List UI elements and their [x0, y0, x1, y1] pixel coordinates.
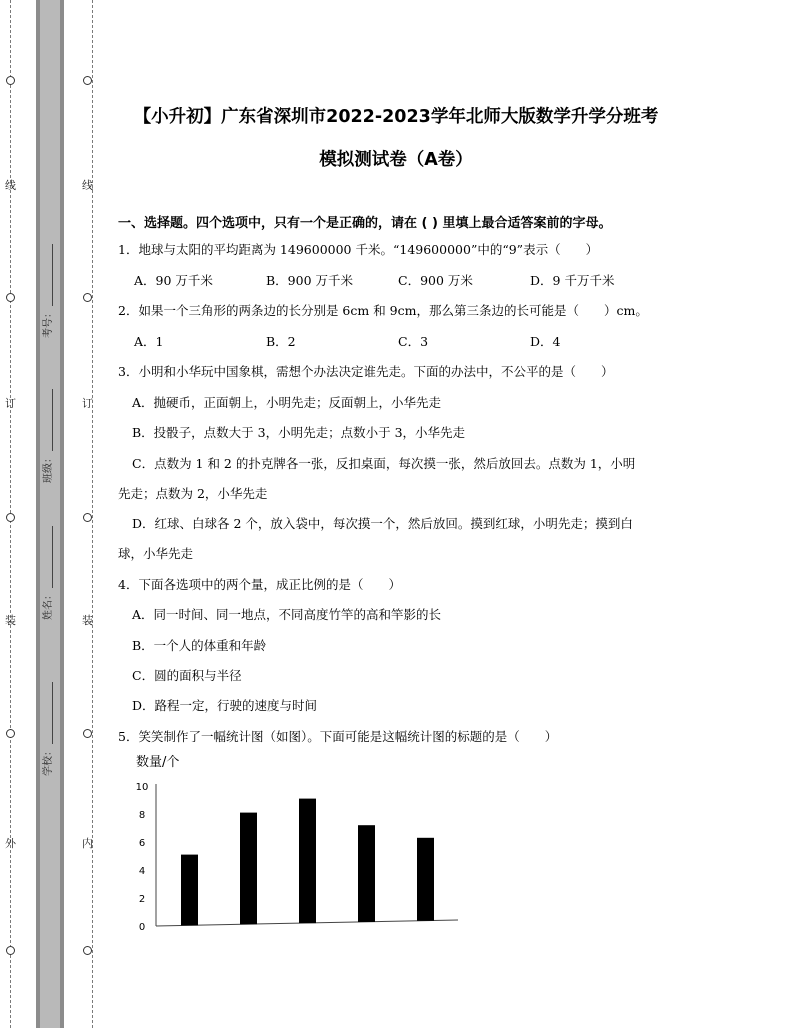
chart-y-label: 数量/个 [136, 755, 180, 770]
q3-option-b[interactable]: B．投骰子，点数大于 3，小明先走；点数小于 3，小华先走 [132, 425, 466, 440]
q1-option-c[interactable]: C．900 万米 [398, 273, 473, 288]
binding-hole [6, 729, 15, 738]
binding-char-wai: 外 [5, 837, 16, 850]
chart-bar [358, 825, 375, 922]
question-4-stem: 4．下面各选项中的两个量，成正比例的是（ ） [118, 577, 401, 592]
section-heading: 一、选择题。四个选项中，只有一个是正确的，请在 ( ) 里填上最合适答案前的字母。 [118, 216, 612, 231]
q4-option-b[interactable]: B．一个人的体重和年龄 [132, 638, 267, 653]
question-3-stem: 3．小明和小华玩中国象棋，需想个办法决定谁先走。下面的办法中，不公平的是（ ） [118, 364, 614, 379]
class-field[interactable]: 班级： [44, 389, 54, 483]
binding-hole [6, 76, 15, 85]
binding-hole [83, 293, 92, 302]
school-field[interactable]: 学校： [44, 682, 54, 776]
q2-option-d[interactable]: D．4 [530, 334, 561, 349]
binding-char-zhuang: 装 [82, 614, 93, 627]
binding-hole [83, 76, 92, 85]
q3-option-d-cont: 球，小华先走 [118, 546, 194, 561]
q1-option-a[interactable]: A．90 万千米 [134, 273, 213, 288]
q3-option-c-cont: 先走；点数为 2，小华先走 [118, 486, 268, 501]
chart-bar [417, 838, 434, 921]
q4-option-d[interactable]: D．路程一定，行驶的速度与时间 [132, 698, 318, 713]
inner-dashed-line [92, 0, 93, 1028]
q1-option-d[interactable]: D．9 千万千米 [530, 273, 615, 288]
chart-y-tick-label: 0 [138, 922, 146, 933]
chart-bar [299, 799, 316, 924]
binding-hole [6, 293, 15, 302]
binding-char-ding: 订 [82, 397, 93, 410]
binding-char-xian: 线 [82, 179, 93, 192]
q1-option-b[interactable]: B．900 万千米 [266, 273, 354, 288]
binding-hole [83, 946, 92, 955]
bar-chart [128, 750, 468, 940]
q3-option-c[interactable]: C．点数为 1 和 2 的扑克牌各一张，反扣桌面，每次摸一张，然后放回去。点数为 1，小明 [132, 456, 636, 471]
question-5-stem: 5．笑笑制作了一幅统计图（如图）。下面可能是这幅统计图的标题的是（ ） [118, 729, 558, 744]
binding-char-nei: 内 [82, 837, 93, 850]
binding-char-ding: 订 [5, 397, 16, 410]
binding-hole [6, 946, 15, 955]
chart-y-tick-label: 6 [138, 838, 146, 849]
q2-option-b[interactable]: B．2 [266, 334, 296, 349]
chart-y-tick-label: 10 [135, 782, 149, 793]
q3-option-d[interactable]: D．红球、白球各 2 个，放入袋中，每次摸一个，然后放回。摸到红球，小明先走；摸到白 [132, 516, 633, 531]
binding-hole [83, 729, 92, 738]
question-2-stem: 2．如果一个三角形的两条边的长分别是 6cm 和 9cm，那么第三条边的长可能是（ ）cm。 [118, 303, 648, 318]
exam-number-field[interactable]: 考号： [44, 244, 54, 338]
chart-y-tick-label: 4 [138, 866, 146, 877]
binding-char-xian: 线 [5, 179, 16, 192]
q3-option-a[interactable]: A．抛硬币，正面朝上，小明先走；反面朝上，小华先走 [132, 395, 442, 410]
chart-bar [240, 813, 257, 925]
chart-y-tick-label: 8 [138, 810, 146, 821]
binding-hole [83, 513, 92, 522]
binding-char-zhuang: 装 [5, 614, 16, 627]
question-1-stem: 1．地球与太阳的平均距离为 149600000 千米。“149600000”中的“9”表示（ ） [118, 242, 599, 257]
name-field[interactable]: 姓名： [44, 526, 54, 620]
page-subtitle: 模拟测试卷（A卷） [319, 150, 473, 170]
q4-option-a[interactable]: A．同一时间、同一地点，不同高度竹竿的高和竿影的长 [132, 607, 442, 622]
q2-option-a[interactable]: A．1 [134, 334, 164, 349]
page-title: 【小升初】广东省深圳市2022-2023学年北师大版数学升学分班考 [133, 107, 659, 127]
chart-y-tick-label: 2 [138, 894, 146, 905]
binding-hole [6, 513, 15, 522]
q4-option-c[interactable]: C．圆的面积与半径 [132, 668, 242, 683]
chart-bar [181, 855, 198, 926]
q2-option-c[interactable]: C．3 [398, 334, 429, 349]
binding-strip [36, 0, 64, 1028]
